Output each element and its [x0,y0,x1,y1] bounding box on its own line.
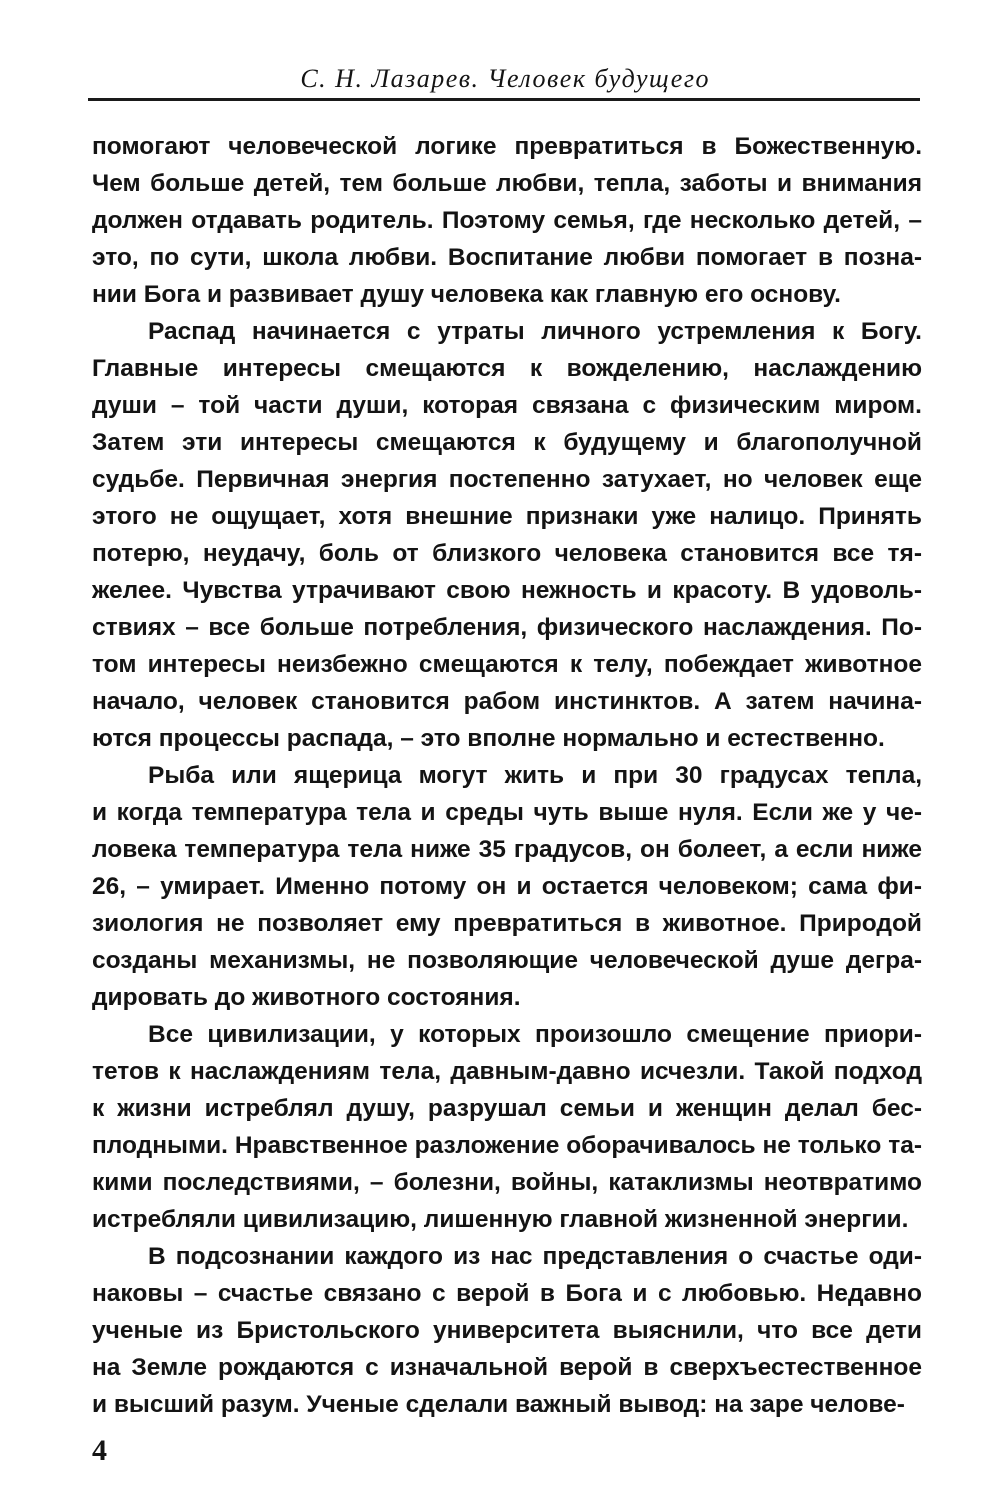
text-line: ствиях – все больше потребления, физического наслаждения. По- [92,614,922,641]
text-line: В подсознании каждого из нас представления о счастье оди- [148,1243,922,1270]
text-line: желее. Чувства утрачивают свою нежность и красоту. В удоволь- [92,577,922,604]
text-line: ученые из Бристольского университета выяснили, что все дети [92,1317,922,1344]
text-line: тетов к наслаждениям тела, давным-давно исчезли. Такой подход [92,1058,922,1085]
text-line: ются процессы распада, – это вполне нормально и естественно. [92,725,885,752]
text-line: дировать до животного состояния. [92,984,521,1011]
text-line: должен отдавать родитель. Поэтому семья, где несколько детей, – [92,207,922,234]
text-line: созданы механизмы, не позволяющие человеческой душе дегра- [92,947,922,974]
paragraph [92,128,922,313]
text-line: и когда температура тела и среды чуть выше нуля. Если же у че- [92,799,922,826]
paragraph [92,1016,922,1238]
text-line: Затем эти интересы смещаются к будущему и благополучной [92,429,922,456]
text-line: истребляли цивилизацию, лишенную главной жизненной энергии. [92,1206,909,1233]
text-line: Рыба или ящерица могут жить и при 30 градусах тепла, [148,762,922,789]
text-line: зиология не позволяет ему превратиться в животное. Природой [92,910,922,937]
text-line: души – той части души, которая связана с физическим миром. [92,392,922,419]
text-line: потерю, неудачу, боль от близкого человека становится все тя- [92,540,922,567]
body-text [92,128,922,1423]
text-line: на Земле рождаются с изначальной верой в сверхъестественное [92,1354,922,1381]
text-line: плодными. Нравственное разложение оборачивалось не только та- [92,1132,922,1159]
text-line: ловека температура тела ниже 35 градусов, он болеет, а если ниже [92,836,922,863]
text-line: Все цивилизации, у которых произошло смещение приори- [148,1021,922,1048]
text-line: Распад начинается с утраты личного устремления к Богу. [148,318,922,345]
text-line: наковы – счастье связано с верой в Бога и с любовью. Недавно [92,1280,922,1307]
text-line: и высший разум. Ученые сделали важный вывод: на заре челове- [92,1391,905,1418]
text-line: к жизни истреблял душу, разрушал семьи и женщин делал бес- [92,1095,922,1122]
text-line: том интересы неизбежно смещаются к телу, побеждает животное [92,651,922,678]
running-title: С. Н. Лазарев. Человек будущего [300,64,710,93]
text-line: кими последствиями, – болезни, войны, катаклизмы неотвратимо [92,1169,922,1196]
text-line: 26, – умирает. Именно потому он и остается человеком; сама фи- [92,873,922,900]
page-header [88,52,920,101]
paragraph [92,1238,922,1423]
text-line: Главные интересы смещаются к вожделению, наслаждению [92,355,922,382]
text-line: Чем больше детей, тем больше любви, тепла, заботы и внимания [92,170,922,197]
text-line: это, по сути, школа любви. Воспитание любви помогает в позна- [92,244,922,271]
page-number: 4 [92,1434,107,1467]
paragraph [92,757,922,1016]
paragraph [92,313,922,757]
text-line: судьбе. Первичная энергия постепенно затухает, но человек еще [92,466,922,493]
text-line: начало, человек становится рабом инстинктов. А затем начина- [92,688,922,715]
text-line: нии Бога и развивает душу человека как главную его основу. [92,281,841,308]
text-line: помогают человеческой логике превратиться в Божественную. [92,133,922,160]
text-line: этого не ощущает, хотя внешние признаки уже налицо. Принять [92,503,922,530]
